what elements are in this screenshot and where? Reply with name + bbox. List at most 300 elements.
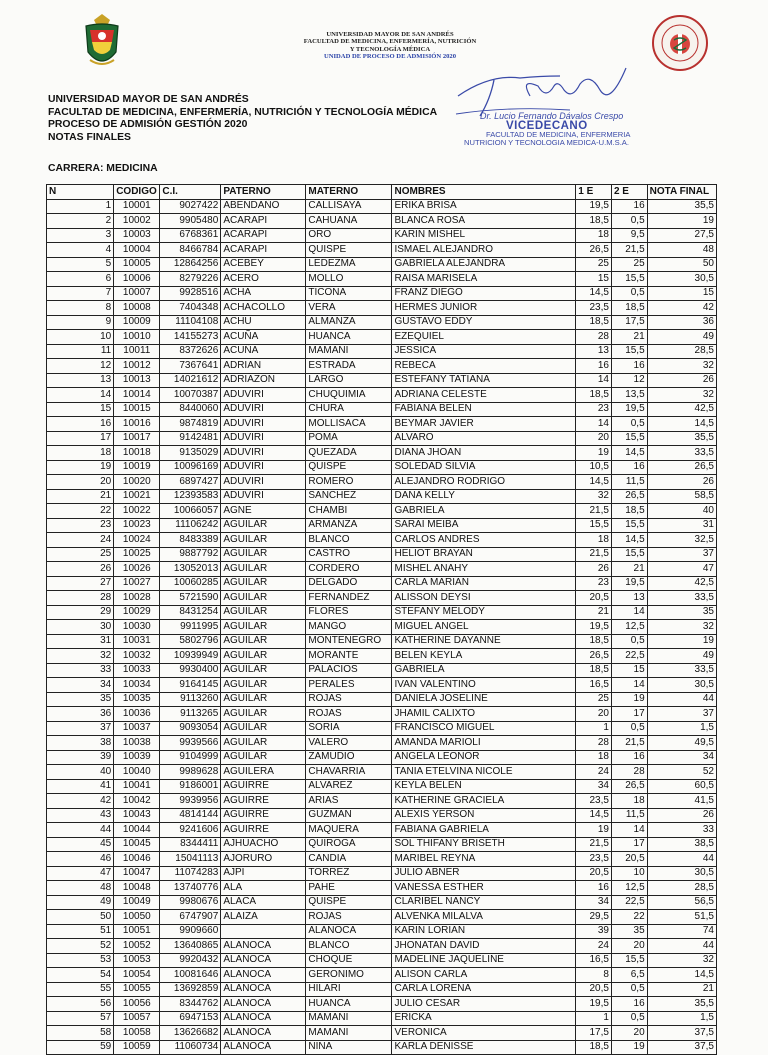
table-row xyxy=(47,794,717,809)
col-1e-cell: 24 xyxy=(576,765,612,780)
col-paterno-cell: AGUILAR xyxy=(221,634,306,649)
col-nota-final-cell: 26,5 xyxy=(647,460,716,475)
col-codigo-cell: 10034 xyxy=(114,678,160,693)
col-nombres-cell: ERIKA BRISA xyxy=(392,199,576,214)
col-paterno-cell: AGUILAR xyxy=(221,736,306,751)
col-n-cell: 55 xyxy=(47,982,114,997)
header-faculty: FACULTAD DE MEDICINA, ENFERMERÍA, NUTRICIÓN xyxy=(303,38,477,46)
col-1e-cell: 18 xyxy=(576,533,612,548)
col-1e-cell: 18,5 xyxy=(576,214,612,229)
col-materno-cell: MONTENEGRO xyxy=(306,634,392,649)
col-codigo-cell: 10023 xyxy=(114,518,160,533)
col-paterno-cell: AJHUACHO xyxy=(221,837,306,852)
col-nota-final-cell: 26 xyxy=(647,475,716,490)
col-1e-cell: 19,5 xyxy=(576,997,612,1012)
col-nota-final-cell: 51,5 xyxy=(647,910,716,925)
col-paterno-cell: AGUILAR xyxy=(221,678,306,693)
col-ci-cell: 14155273 xyxy=(160,330,221,345)
col-ci-cell: 13626682 xyxy=(160,1026,221,1041)
col-2e-cell: 18,5 xyxy=(611,301,647,316)
col-n-cell: 39 xyxy=(47,750,114,765)
col-2e-cell: 15,5 xyxy=(611,547,647,562)
col-nota-final-cell: 32,5 xyxy=(647,533,716,548)
table-row xyxy=(47,692,717,707)
table-row xyxy=(47,663,717,678)
col-1e-cell: 1 xyxy=(576,721,612,736)
col-codigo-cell: 10036 xyxy=(114,707,160,722)
col-2e-cell: 21,5 xyxy=(611,243,647,258)
col-paterno-cell: AGUILAR xyxy=(221,562,306,577)
col-nota-final-cell: 42 xyxy=(647,301,716,316)
col-ci-cell: 11060734 xyxy=(160,1040,221,1055)
col-nota-final-cell: 60,5 xyxy=(647,779,716,794)
col-1e-cell: 25 xyxy=(576,257,612,272)
col-codigo-cell: 10019 xyxy=(114,460,160,475)
col-nota-final-cell: 32 xyxy=(647,953,716,968)
col-paterno-cell: AGUILAR xyxy=(221,576,306,591)
col-codigo-cell: 10045 xyxy=(114,837,160,852)
col-materno-cell: VERA xyxy=(306,301,392,316)
col-ci-cell: 11106242 xyxy=(160,518,221,533)
col-nombres-cell: REBECA xyxy=(392,359,576,374)
col-paterno-cell: ALANOCA xyxy=(221,1040,306,1055)
col-nombres-cell: VERONICA xyxy=(392,1026,576,1041)
col-codigo-cell: 10024 xyxy=(114,533,160,548)
col-codigo-cell: 10052 xyxy=(114,939,160,954)
col-n-cell: 11 xyxy=(47,344,114,359)
table-row xyxy=(47,1026,717,1041)
col-ci-cell: 6897427 xyxy=(160,475,221,490)
col-2e-cell: 0,5 xyxy=(611,214,647,229)
col-nota-final-cell: 58,5 xyxy=(647,489,716,504)
col-n-cell: 34 xyxy=(47,678,114,693)
col-codigo-cell: 10040 xyxy=(114,765,160,780)
col-1e-cell: 28 xyxy=(576,736,612,751)
col-codigo-cell: 10029 xyxy=(114,605,160,620)
col-codigo-cell: 10041 xyxy=(114,779,160,794)
col-nombres-cell: KARIN LORIAN xyxy=(392,924,576,939)
table-row xyxy=(47,518,717,533)
col-nombres-cell: IVAN VALENTINO xyxy=(392,678,576,693)
col-n-cell: 23 xyxy=(47,518,114,533)
table-row xyxy=(47,460,717,475)
col-nota-final-cell: 31 xyxy=(647,518,716,533)
col-ci-cell: 9939956 xyxy=(160,794,221,809)
col-nombres-cell: ALVARO xyxy=(392,431,576,446)
col-1e-cell: 18,5 xyxy=(576,315,612,330)
col-nota-final-cell: 40 xyxy=(647,504,716,519)
col-1e-cell: 32 xyxy=(576,489,612,504)
col-ci-cell: 6747907 xyxy=(160,910,221,925)
col-codigo-cell: 10015 xyxy=(114,402,160,417)
col-1e-cell: 13 xyxy=(576,344,612,359)
col-paterno-cell: ADRIAN xyxy=(221,359,306,374)
col-n-cell: 28 xyxy=(47,591,114,606)
table-row xyxy=(47,852,717,867)
col-nombres-cell: MARIBEL REYNA xyxy=(392,852,576,867)
col-ci-cell: 9939566 xyxy=(160,736,221,751)
col-nota-final-cell: 26 xyxy=(647,808,716,823)
col-1e-cell: 18,5 xyxy=(576,663,612,678)
col-2e-cell: 14,5 xyxy=(611,446,647,461)
col-2e-cell: 16 xyxy=(611,460,647,475)
col-nota-final-cell: 35,5 xyxy=(647,997,716,1012)
col-paterno-cell: AJPI xyxy=(221,866,306,881)
col-n-cell: 16 xyxy=(47,417,114,432)
table-row xyxy=(47,431,717,446)
col-paterno-cell: AGUILERA xyxy=(221,765,306,780)
col-nombres-cell: HERMES JUNIOR xyxy=(392,301,576,316)
col-paterno-cell: ACARAPI xyxy=(221,243,306,258)
title-process: PROCESO DE ADMISIÓN GESTIÓN 2020 xyxy=(48,119,248,131)
col-codigo-cell: 10010 xyxy=(114,330,160,345)
col-materno-cell: LEDEZMA xyxy=(306,257,392,272)
col-materno-cell: GUZMAN xyxy=(306,808,392,823)
title-notes: NOTAS FINALES xyxy=(48,131,131,143)
col-ci-cell: 11104108 xyxy=(160,315,221,330)
table-row xyxy=(47,1040,717,1055)
col-n-cell: 13 xyxy=(47,373,114,388)
col-nombres-cell: STEFANY MELODY xyxy=(392,605,576,620)
col-nombres-cell: JULIO CESAR xyxy=(392,997,576,1012)
col-paterno-cell: AGUIRRE xyxy=(221,808,306,823)
col-codigo-cell: 10032 xyxy=(114,649,160,664)
col-codigo-cell: 10011 xyxy=(114,344,160,359)
col-ci-cell: 9142481 xyxy=(160,431,221,446)
col-materno-cell: ROMERO xyxy=(306,475,392,490)
col-2e-cell: 18 xyxy=(611,794,647,809)
col-paterno-cell: AGUILAR xyxy=(221,591,306,606)
col-1e-cell: 14 xyxy=(576,373,612,388)
col-n-cell: 33 xyxy=(47,663,114,678)
col-ci-cell: 9930400 xyxy=(160,663,221,678)
col-2e-cell: 16 xyxy=(611,750,647,765)
col-ci-cell: 8483389 xyxy=(160,533,221,548)
col-nota-final-cell: 21 xyxy=(647,982,716,997)
col-nota-final-cell: 42,5 xyxy=(647,402,716,417)
col-ci-cell: 9905480 xyxy=(160,214,221,229)
col-1e-cell: 14,5 xyxy=(576,808,612,823)
col-paterno-cell: ALA xyxy=(221,881,306,896)
university-logo xyxy=(80,12,124,74)
col-n-cell: 54 xyxy=(47,968,114,983)
col-materno-cell: TORREZ xyxy=(306,866,392,881)
col-ci-cell: 9980676 xyxy=(160,895,221,910)
col-ci-cell: 15041113 xyxy=(160,852,221,867)
col-nombres-cell: ADRIANA CELESTE xyxy=(392,388,576,403)
title-university: UNIVERSIDAD MAYOR DE SAN ANDRÉS xyxy=(48,94,249,105)
col-nombres-cell: ALEJANDRO RODRIGO xyxy=(392,475,576,490)
col-nombres-cell: ALISON CARLA xyxy=(392,968,576,983)
col-n-cell: 52 xyxy=(47,939,114,954)
col-codigo-cell: 10006 xyxy=(114,272,160,287)
table-row xyxy=(47,866,717,881)
col-codigo-cell: 10025 xyxy=(114,547,160,562)
col-nombres-cell: SOLEDAD SILVIA xyxy=(392,460,576,475)
col-codigo-cell: 10035 xyxy=(114,692,160,707)
grades-table xyxy=(46,184,717,1055)
col-nombres-cell: JHONATAN DAVID xyxy=(392,939,576,954)
col-ci-cell: 10060285 xyxy=(160,576,221,591)
col-nombres-cell: TANIA ETELVINA NICOLE xyxy=(392,765,576,780)
col-nota-final-cell: 49,5 xyxy=(647,736,716,751)
col-codigo-cell: 10003 xyxy=(114,228,160,243)
col-n-cell: 2 xyxy=(47,214,114,229)
col-materno-cell: SORIA xyxy=(306,721,392,736)
col-ci-cell: 4814144 xyxy=(160,808,221,823)
col-materno-cell: BLANCO xyxy=(306,939,392,954)
col-2e-cell: 17,5 xyxy=(611,315,647,330)
table-row xyxy=(47,924,717,939)
col-1e-cell: 29,5 xyxy=(576,910,612,925)
col-paterno-cell: ALANOCA xyxy=(221,1026,306,1041)
col-n-cell: 45 xyxy=(47,837,114,852)
col-nombres-cell: CARLOS ANDRES xyxy=(392,533,576,548)
col-paterno-cell: AGUILAR xyxy=(221,518,306,533)
col-paterno-cell: ADUVIRI xyxy=(221,446,306,461)
col-n-cell: 3 xyxy=(47,228,114,243)
col-1e-cell: 19 xyxy=(576,446,612,461)
col-codigo-cell: 10002 xyxy=(114,214,160,229)
col-2e-header: 2 E xyxy=(611,185,647,200)
col-2e-cell: 15 xyxy=(611,663,647,678)
col-n-cell: 36 xyxy=(47,707,114,722)
table-row xyxy=(47,199,717,214)
col-nombres-cell: ALISSON DEYSI xyxy=(392,591,576,606)
col-materno-cell: QUISPE xyxy=(306,895,392,910)
col-n-cell: 17 xyxy=(47,431,114,446)
col-codigo-cell: 10017 xyxy=(114,431,160,446)
col-codigo-cell: 10039 xyxy=(114,750,160,765)
col-ci-cell: 9135029 xyxy=(160,446,221,461)
col-ci-cell: 8431254 xyxy=(160,605,221,620)
col-2e-cell: 11,5 xyxy=(611,808,647,823)
col-materno-cell: CALLISAYA xyxy=(306,199,392,214)
col-ci-cell: 9909660 xyxy=(160,924,221,939)
table-row xyxy=(47,446,717,461)
col-nota-final-cell: 49 xyxy=(647,330,716,345)
table-row xyxy=(47,504,717,519)
col-nombres-cell: GABRIELA ALEJANDRA xyxy=(392,257,576,272)
col-nota-final-cell: 1,5 xyxy=(647,721,716,736)
col-codigo-cell: 10004 xyxy=(114,243,160,258)
table-row xyxy=(47,649,717,664)
col-2e-cell: 35 xyxy=(611,924,647,939)
col-nota-final-cell: 74 xyxy=(647,924,716,939)
col-n-cell: 59 xyxy=(47,1040,114,1055)
col-paterno-cell: ACHACOLLO xyxy=(221,301,306,316)
col-materno-cell: TICONA xyxy=(306,286,392,301)
col-nota-final-cell: 38,5 xyxy=(647,837,716,852)
col-ci-header: C.I. xyxy=(160,185,221,200)
col-codigo-cell: 10057 xyxy=(114,1011,160,1026)
col-paterno-cell: ALANOCA xyxy=(221,982,306,997)
col-paterno-cell: AGUILAR xyxy=(221,547,306,562)
col-codigo-cell: 10001 xyxy=(114,199,160,214)
col-2e-cell: 15,5 xyxy=(611,953,647,968)
col-n-cell: 12 xyxy=(47,359,114,374)
col-n-cell: 56 xyxy=(47,997,114,1012)
col-ci-cell: 7367641 xyxy=(160,359,221,374)
col-codigo-cell: 10018 xyxy=(114,446,160,461)
col-n-cell: 29 xyxy=(47,605,114,620)
col-nombres-cell: ISMAEL ALEJANDRO xyxy=(392,243,576,258)
table-row xyxy=(47,562,717,577)
col-2e-cell: 15,5 xyxy=(611,431,647,446)
header-university: UNIVERSIDAD MAYOR DE SAN ANDRÉS xyxy=(326,31,454,38)
col-paterno-cell: ACARAPI xyxy=(221,214,306,229)
col-1e-cell: 1 xyxy=(576,1011,612,1026)
col-1e-cell: 34 xyxy=(576,779,612,794)
col-1e-cell: 15 xyxy=(576,272,612,287)
col-1e-cell: 23,5 xyxy=(576,301,612,316)
col-codigo-cell: 10050 xyxy=(114,910,160,925)
col-nombres-cell: MADELINE JAQUELINE xyxy=(392,953,576,968)
col-n-cell: 51 xyxy=(47,924,114,939)
col-materno-cell: SANCHEZ xyxy=(306,489,392,504)
col-nombres-cell: FRANZ DIEGO xyxy=(392,286,576,301)
table-row xyxy=(47,257,717,272)
col-nombres-cell: MISHEL ANAHY xyxy=(392,562,576,577)
col-ci-cell: 9241606 xyxy=(160,823,221,838)
col-materno-cell: CANDIA xyxy=(306,852,392,867)
table-row xyxy=(47,605,717,620)
table-row xyxy=(47,808,717,823)
col-1e-cell: 21,5 xyxy=(576,837,612,852)
col-n-cell: 6 xyxy=(47,272,114,287)
col-2e-cell: 19,5 xyxy=(611,402,647,417)
col-2e-cell: 6,5 xyxy=(611,968,647,983)
col-2e-cell: 9,5 xyxy=(611,228,647,243)
col-materno-header: MATERNO xyxy=(306,185,392,200)
col-nota-final-cell: 52 xyxy=(647,765,716,780)
col-2e-cell: 0,5 xyxy=(611,982,647,997)
col-1e-cell: 16 xyxy=(576,881,612,896)
col-materno-cell: ALMANZA xyxy=(306,315,392,330)
col-n-cell: 19 xyxy=(47,460,114,475)
col-1e-cell: 19,5 xyxy=(576,199,612,214)
col-nota-final-cell: 15 xyxy=(647,286,716,301)
col-ci-cell: 5721590 xyxy=(160,591,221,606)
col-n-cell: 15 xyxy=(47,402,114,417)
col-nota-final-cell: 34 xyxy=(647,750,716,765)
table-row xyxy=(47,315,717,330)
col-nota-final-cell: 44 xyxy=(647,692,716,707)
col-n-cell: 53 xyxy=(47,953,114,968)
col-materno-cell: MOLLISACA xyxy=(306,417,392,432)
col-nombres-cell: JHAMIL CALIXTO xyxy=(392,707,576,722)
col-2e-cell: 22,5 xyxy=(611,895,647,910)
col-1e-cell: 16 xyxy=(576,359,612,374)
col-nombres-cell: KATHERINE GRACIELA xyxy=(392,794,576,809)
col-2e-cell: 20 xyxy=(611,939,647,954)
table-row xyxy=(47,388,717,403)
col-nota-final-cell: 14,5 xyxy=(647,968,716,983)
col-materno-cell: POMA xyxy=(306,431,392,446)
col-nombres-cell: JULIO ABNER xyxy=(392,866,576,881)
col-1e-cell: 21,5 xyxy=(576,547,612,562)
col-paterno-cell: AGUILAR xyxy=(221,620,306,635)
col-paterno-cell: AJORURO xyxy=(221,852,306,867)
col-ci-cell: 10939949 xyxy=(160,649,221,664)
col-ci-cell: 9920432 xyxy=(160,953,221,968)
col-n-cell: 27 xyxy=(47,576,114,591)
col-2e-cell: 0,5 xyxy=(611,1011,647,1026)
col-ci-cell: 13740776 xyxy=(160,881,221,896)
stamp-name: Dr. Lucio Fernando Dávalos Crespo xyxy=(480,111,624,121)
col-materno-cell: ORO xyxy=(306,228,392,243)
col-n-cell: 38 xyxy=(47,736,114,751)
col-ci-cell: 9027422 xyxy=(160,199,221,214)
col-materno-cell: FLORES xyxy=(306,605,392,620)
col-nota-final-cell: 30,5 xyxy=(647,272,716,287)
col-paterno-cell: ACUÑA xyxy=(221,330,306,345)
col-codigo-cell: 10009 xyxy=(114,315,160,330)
col-paterno-cell: AGUILAR xyxy=(221,750,306,765)
col-ci-cell: 8344411 xyxy=(160,837,221,852)
table-row xyxy=(47,837,717,852)
table-row xyxy=(47,823,717,838)
table-row xyxy=(47,214,717,229)
career-label: CARRERA: MEDICINA xyxy=(48,163,158,174)
table-row xyxy=(47,272,717,287)
col-n-cell: 41 xyxy=(47,779,114,794)
col-nombres-header: NOMBRES xyxy=(392,185,576,200)
col-2e-cell: 28 xyxy=(611,765,647,780)
col-n-cell: 57 xyxy=(47,1011,114,1026)
col-n-cell: 42 xyxy=(47,794,114,809)
table-row xyxy=(47,591,717,606)
col-nota-final-cell: 28,5 xyxy=(647,344,716,359)
col-ci-cell: 8344762 xyxy=(160,997,221,1012)
col-materno-cell: MORANTE xyxy=(306,649,392,664)
table-row xyxy=(47,417,717,432)
col-paterno-cell: AGUILAR xyxy=(221,533,306,548)
col-materno-cell: FERNANDEZ xyxy=(306,591,392,606)
col-nombres-cell: CARLA LORENA xyxy=(392,982,576,997)
col-materno-cell: DELGADO xyxy=(306,576,392,591)
col-paterno-cell: ADUVIRI xyxy=(221,402,306,417)
col-nota-final-cell: 37 xyxy=(647,707,716,722)
col-nota-final-cell: 35 xyxy=(647,605,716,620)
col-ci-cell: 9887792 xyxy=(160,547,221,562)
col-2e-cell: 26,5 xyxy=(611,489,647,504)
col-2e-cell: 17 xyxy=(611,707,647,722)
col-paterno-cell: ALANOCA xyxy=(221,1011,306,1026)
col-n-cell: 5 xyxy=(47,257,114,272)
col-paterno-cell: ACHA xyxy=(221,286,306,301)
col-1e-cell: 28 xyxy=(576,330,612,345)
col-1e-cell: 23,5 xyxy=(576,852,612,867)
col-nota-final-cell: 32 xyxy=(647,359,716,374)
col-codigo-cell: 10021 xyxy=(114,489,160,504)
col-ci-cell: 9164145 xyxy=(160,678,221,693)
col-1e-cell: 23 xyxy=(576,576,612,591)
col-paterno-cell: ACHU xyxy=(221,315,306,330)
col-n-cell: 24 xyxy=(47,533,114,548)
col-codigo-cell: 10051 xyxy=(114,924,160,939)
header-unit: UNIDAD DE PROCESO DE ADMISIÓN 2020 xyxy=(323,53,457,61)
col-ci-cell: 6947153 xyxy=(160,1011,221,1026)
col-codigo-cell: 10005 xyxy=(114,257,160,272)
col-n-cell: 30 xyxy=(47,620,114,635)
col-nota-final-cell: 41,5 xyxy=(647,794,716,809)
col-2e-cell: 22,5 xyxy=(611,649,647,664)
col-ci-cell: 9874819 xyxy=(160,417,221,432)
col-nombres-cell: ALVENKA MILALVA xyxy=(392,910,576,925)
col-nombres-cell: MIGUEL ANGEL xyxy=(392,620,576,635)
title-faculty: FACULTAD DE MEDICINA, ENFERMERÍA, NUTRICIÓN Y TECNOLOGÍA MÉDICA xyxy=(48,106,438,118)
